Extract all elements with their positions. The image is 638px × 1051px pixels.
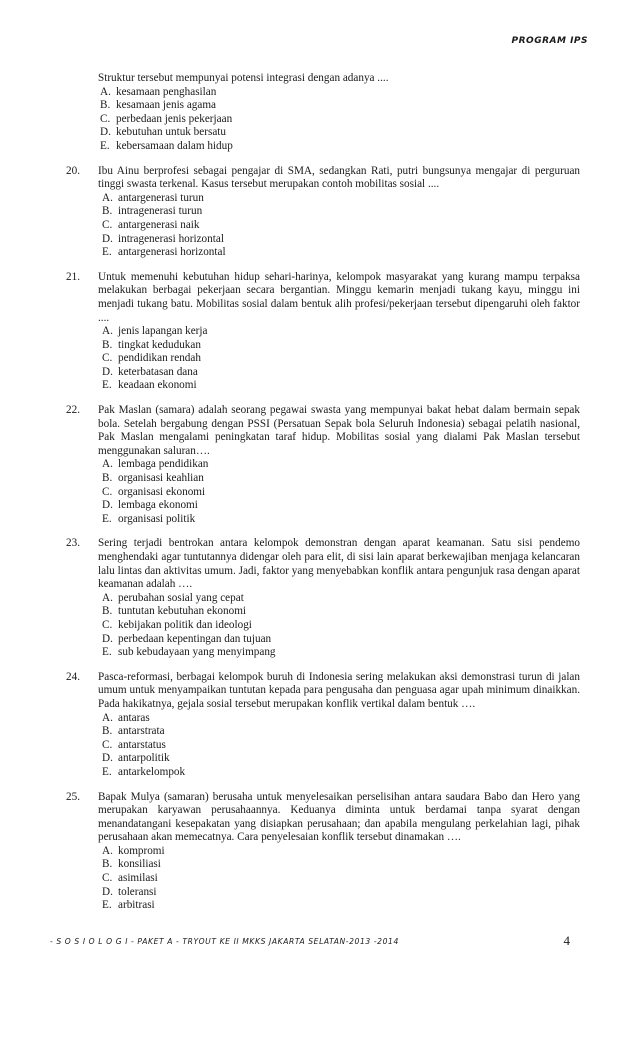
option-text: perubahan sosial yang cepat — [118, 591, 244, 604]
option-text: toleransi — [118, 885, 157, 898]
question-text: Ibu Ainu berprofesi sebagai pengajar di SMA, sedangkan Rati, putri bungsunya mengajar di perguruan tinggi swasta terkenal. Kasus tersebut merupakan contoh mobilitas sosial .... — [98, 164, 580, 191]
option-letter: E. — [102, 646, 112, 659]
question-body — [98, 791, 580, 913]
option-text: antaras — [118, 711, 150, 724]
option-e — [100, 140, 580, 154]
option-text: keadaan ekonomi — [118, 379, 197, 392]
option-d — [102, 366, 580, 380]
option-text: kesamaan jenis agama — [116, 99, 217, 112]
option-c — [102, 619, 580, 633]
option-e — [102, 899, 580, 913]
option-letter: A. — [102, 458, 113, 471]
option-text: pendidikan rendah — [118, 352, 201, 365]
option-text: intragenerasi horizontal — [118, 232, 224, 245]
option-letter: C. — [102, 352, 113, 365]
option-letter: D. — [102, 499, 113, 512]
option-d — [100, 126, 580, 140]
question-options — [98, 192, 580, 260]
option-letter: E. — [102, 512, 112, 525]
option-text: lembaga ekonomi — [118, 499, 198, 512]
option-c — [102, 219, 580, 233]
option-d — [102, 752, 580, 766]
option-b — [102, 339, 580, 353]
question-body — [98, 404, 580, 526]
option-a — [102, 845, 580, 859]
option-letter: D. — [102, 365, 113, 378]
question-text: Pasca-reformasi, berbagai kelompok buruh di Indonesia sering melakukan aksi demonstrasi turun di jalan umum untuk menyampaikan tuntutan kepada para pengusaha dan penguasa agar upah minimum dinaikkan. Pada hakikatnya, gejala sosial tersebut merupakan konflik vertikal dalam bentuk …. — [98, 670, 580, 710]
option-letter: C. — [102, 485, 113, 498]
option-text: antarstrata — [118, 725, 165, 738]
option-text: arbitrasi — [118, 899, 155, 912]
option-c — [102, 486, 580, 500]
option-b — [102, 472, 580, 486]
option-letter: C. — [102, 618, 113, 631]
option-text: organisasi politik — [118, 512, 196, 525]
option-e — [102, 379, 580, 393]
option-text: perbedaan jenis pekerjaan — [116, 112, 233, 125]
option-letter: B. — [102, 858, 113, 871]
option-text: intragenerasi turun — [118, 205, 203, 218]
option-letter: B. — [102, 725, 113, 738]
question-item — [64, 404, 580, 526]
option-d — [102, 886, 580, 900]
option-d — [102, 499, 580, 513]
question-number: 24. — [66, 670, 80, 683]
option-b — [102, 205, 580, 219]
option-text: kebersamaan dalam hidup — [116, 139, 233, 152]
option-letter: D. — [102, 232, 113, 245]
option-b — [102, 605, 580, 619]
page-footer — [50, 933, 590, 949]
option-letter: B. — [102, 338, 113, 351]
question-options — [98, 712, 580, 780]
program-header: PROGRAM IPS — [511, 36, 588, 46]
page-number: 4 — [563, 933, 570, 948]
option-letter: B. — [100, 99, 111, 112]
question-item — [64, 671, 580, 780]
option-letter: D. — [100, 126, 111, 139]
option-d — [102, 633, 580, 647]
option-a — [102, 712, 580, 726]
option-b — [100, 99, 580, 113]
question-text: Pak Maslan (samara) adalah seorang pegawai swasta yang mempunyai bakat hebat dalam bermain sepak bola. Setelah bergabung dengan PSSI (Persatuan Sepak bola Seluruh Indonesia) sebagai pelatih nasional, Pak Maslan mengalami peningkatan taraf hidup. Mobilitas sosial yang dialami Pak Maslan tersebut menggunakan saluran…. — [98, 404, 580, 457]
intro-stem: Struktur tersebut mempunyai potensi integrasi dengan adanya .... — [98, 72, 389, 84]
option-text: antargenerasi naik — [118, 218, 200, 231]
option-e — [102, 766, 580, 780]
question-number: 22. — [66, 404, 80, 417]
option-c — [100, 113, 580, 127]
question-number: 25. — [66, 790, 80, 803]
question-item — [64, 271, 580, 393]
option-letter: B. — [102, 472, 113, 485]
question-options — [98, 458, 580, 526]
question-text: Sering terjadi bentrokan antara kelompok demonstran dengan aparat keamanan. Satu sisi pendemo menghendaki agar tuntutannya didengar oleh para elit, di sisi lain aparat berkewajiban menjaga kelancaran lalu lintas dan aktivitas umum. Jadi, faktor yang menyebabkan konflik antara pengunjuk rasa dengan aparat keamanan adalah …. — [98, 537, 580, 591]
option-b — [102, 725, 580, 739]
question-number: 20. — [66, 164, 80, 177]
question-item — [64, 165, 580, 260]
option-letter: E. — [100, 139, 110, 152]
option-text: konsiliasi — [118, 858, 161, 871]
option-text: antarstatus — [118, 738, 166, 751]
option-text: kebijakan politik dan ideologi — [118, 618, 252, 631]
intro-options — [64, 86, 580, 154]
option-text: antargenerasi turun — [118, 191, 204, 204]
option-letter: D. — [102, 885, 113, 898]
option-letter: A. — [102, 711, 113, 724]
question-item — [64, 791, 580, 913]
option-text: keterbatasan dana — [118, 365, 198, 378]
option-text: tingkat kedudukan — [118, 338, 201, 351]
option-letter: A. — [102, 325, 113, 338]
exam-content — [64, 72, 580, 913]
option-text: kesamaan penghasilan — [116, 85, 217, 98]
option-text: asimilasi — [118, 872, 158, 885]
question-text: Bapak Mulya (samaran) berusaha untuk menyelesaikan perselisihan antara saudara Babo dan Hero yang merupakan karyawan perusahaannya. Keduanya diminta untuk berdamai tanpa syarat dengan menandatangani kesepakatan yang disiapkan perusahaan; dan apabila mengulang perkelahian lagi, pihak perusahaan akan memecatnya. Cara penyelesaian konflik tersebut dinamakan …. — [98, 790, 580, 844]
option-letter: B. — [102, 205, 113, 218]
question-options — [98, 592, 580, 660]
option-letter: D. — [102, 752, 113, 765]
option-letter: B. — [102, 605, 113, 618]
question-text: Untuk memenuhi kebutuhan hidup sehari-harinya, kelompok masyarakat yang kurang mampu terpaksa melakukan berbagai pekerjaan secara bergantian. Minggu kemarin menjadi tukang kayu, minggu ini menjadi tukang batu. Mobilitas sosial dalam bentuk alih profesi/pekerjaan tersebut dipengaruhi oleh faktor .... — [98, 270, 580, 324]
option-letter: A. — [102, 191, 113, 204]
option-text: lembaga pendidikan — [118, 458, 209, 471]
question-body — [98, 537, 580, 659]
option-b — [102, 858, 580, 872]
option-letter: E. — [102, 379, 112, 392]
option-a — [102, 192, 580, 206]
option-c — [102, 352, 580, 366]
question-body — [98, 165, 580, 260]
option-text: sub kebudayaan yang menyimpang — [118, 646, 276, 659]
option-c — [102, 872, 580, 886]
option-a — [100, 86, 580, 100]
option-a — [102, 325, 580, 339]
option-text: tuntutan kebutuhan ekonomi — [118, 605, 247, 618]
option-text: organisasi keahlian — [118, 472, 204, 485]
option-text: antarkelompok — [118, 765, 186, 778]
footer-text: - S O S I O L O G I - PAKET A - TRYOUT KE II MKKS JAKARTA SELATAN-2013 -2014 — [50, 936, 399, 946]
option-letter: A. — [102, 844, 113, 857]
question-options — [98, 325, 580, 393]
option-text: perbedaan kepentingan dan tujuan — [118, 632, 272, 645]
option-text: antargenerasi horizontal — [118, 246, 226, 259]
question-body — [98, 671, 580, 780]
option-letter: D. — [102, 632, 113, 645]
option-e — [102, 246, 580, 260]
option-letter: C. — [102, 872, 113, 885]
question-item — [64, 537, 580, 659]
option-letter: C. — [102, 738, 113, 751]
question-body — [98, 271, 580, 393]
option-letter: E. — [102, 899, 112, 912]
option-e — [102, 646, 580, 660]
option-letter: E. — [102, 246, 112, 259]
option-letter: E. — [102, 765, 112, 778]
option-text: jenis lapangan kerja — [118, 325, 208, 338]
option-text: kebutuhan untuk bersatu — [116, 126, 226, 139]
question-list — [64, 165, 580, 913]
question-options — [98, 845, 580, 913]
option-letter: C. — [102, 218, 113, 231]
option-d — [102, 233, 580, 247]
question-number: 21. — [66, 270, 80, 283]
option-text: antarpolitik — [118, 752, 170, 765]
option-a — [102, 592, 580, 606]
option-letter: C. — [100, 112, 111, 125]
option-e — [102, 513, 580, 527]
option-text: organisasi ekonomi — [118, 485, 206, 498]
option-letter: A. — [100, 85, 111, 98]
question-number: 23. — [66, 537, 80, 550]
option-letter: A. — [102, 591, 113, 604]
option-text: kompromi — [118, 844, 165, 857]
option-c — [102, 739, 580, 753]
option-a — [102, 458, 580, 472]
